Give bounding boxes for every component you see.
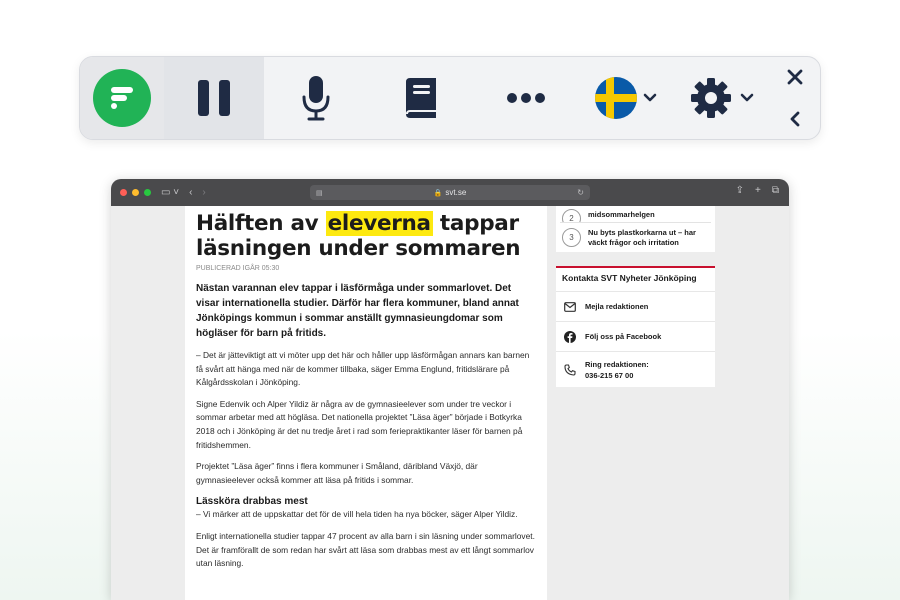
browser-actions <box>736 185 779 196</box>
article <box>185 206 547 600</box>
settings-button[interactable] <box>672 57 772 139</box>
chevron-down-icon <box>740 93 754 103</box>
share-icon[interactable]: ⇪ <box>735 185 745 196</box>
close-window-button[interactable] <box>120 189 127 196</box>
pause-button[interactable] <box>164 57 264 139</box>
close-icon[interactable] <box>787 69 803 85</box>
highlighted-word: eleverna <box>327 211 431 236</box>
article-headline: Hälften av eleverna tappar läsningen under sommaren <box>196 211 521 261</box>
mail-icon <box>564 301 576 313</box>
microphone-icon <box>301 75 331 121</box>
contact-card <box>556 266 715 387</box>
phone-label: Ring redaktionen: <box>585 359 649 369</box>
chevron-left-icon[interactable] <box>789 111 801 127</box>
url-text: svt.se <box>445 188 467 197</box>
app-logo[interactable] <box>80 57 164 139</box>
list-item-text: Nu byts plastkorkarna ut – har väckt frågor och irritation <box>588 227 696 247</box>
facebook-icon <box>564 331 576 343</box>
list-item[interactable] <box>556 206 715 222</box>
sidebar-toggle-icon[interactable]: ▭ ˅ <box>161 187 180 198</box>
tabs-overview-icon[interactable]: ⧉ <box>771 185 779 196</box>
language-selector[interactable] <box>580 57 672 139</box>
article-paragraph: Enligt internationella studier tappar 47 procent av alla barn i sin läsning under sommarlovet. Det är framförallt de som redan har svårt att läsa som drabbas mest av ett långt sommarlov utan läsning. <box>196 530 535 569</box>
article-subheading: Lässköra drabbas mest <box>196 496 308 508</box>
contact-phone-link[interactable] <box>556 351 715 387</box>
article-paragraph: Signe Edenvik och Alper Yildiz är några av de gymnasieelever som under tre veckor i sommar arbetar med att högläsa. Det nationella projektet ”Läsa äger” började i Botkyrka 2018 och i Jönköping är det nu tredje året i rad som feriepraktikanter läser för barnen på fritidshemmen. <box>196 398 523 450</box>
article-sidebar <box>556 206 715 387</box>
pause-icon <box>196 78 232 118</box>
phone-number: 036-215 67 00 <box>585 370 634 380</box>
reader-toolbar <box>79 56 821 140</box>
most-read-list <box>556 206 715 252</box>
published-date: PUBLICERAD IGÅR 05:30 <box>196 265 280 272</box>
app-logo-icon <box>93 69 151 127</box>
more-button[interactable] <box>472 57 580 139</box>
new-tab-icon[interactable]: + <box>755 185 761 196</box>
gear-icon <box>690 77 732 119</box>
minimize-window-button[interactable] <box>132 189 139 196</box>
contact-mail-link[interactable]: Mejla redaktionen <box>556 291 715 321</box>
chevron-down-icon <box>643 93 657 103</box>
window-controls <box>120 189 151 196</box>
list-item[interactable] <box>556 223 715 252</box>
book-icon <box>402 76 438 120</box>
reload-icon[interactable]: ↻ <box>577 188 584 197</box>
browser-window <box>111 179 789 600</box>
forward-icon[interactable]: › <box>202 187 206 198</box>
reader-mode-icon[interactable]: ▤ <box>316 189 323 197</box>
microphone-button[interactable] <box>264 57 368 139</box>
toolbar-side-controls <box>772 57 818 139</box>
lock-icon: 🔒 <box>433 189 443 197</box>
contact-facebook-link[interactable]: Följ oss på Facebook <box>556 321 715 351</box>
contact-title: Kontakta SVT Nyheter Jönköping <box>562 273 697 283</box>
list-item-text: midsommarhelgen <box>588 210 655 219</box>
article-paragraph: – Vi märker att de uppskattar det för de vill hela tiden ha nya böcker, säger Alper Yildiz. <box>196 509 518 520</box>
swedish-flag-icon <box>595 77 637 119</box>
article-paragraph: – Det är jätteviktigt att vi möter upp det här och håller upp läsförmågan annars kan barnen få svårt att hänga med när de kommer tillbaka, säger Emma Englund, fritidslärare på Kålgårdsskolan i Jönköping. <box>196 350 530 388</box>
more-dots-icon <box>506 92 546 104</box>
address-bar[interactable] <box>310 185 590 200</box>
phone-icon <box>564 364 576 376</box>
browser-titlebar <box>111 179 789 206</box>
back-icon[interactable]: ‹ <box>189 187 193 198</box>
article-paragraph: Projektet ”Läsa äger” finns i flera kommuner i Småland, däribland Växjö, där gymnasieelever också kommer att läsa på fritids i sommar. <box>196 461 478 485</box>
list-number: 2 <box>562 209 581 222</box>
dictionary-button[interactable] <box>368 57 472 139</box>
article-lead: Nästan varannan elev tappar i läsförmåga under sommarlovet. Det visar internationella studier. Därför har flera kommuner, bland annat Jönköpings kommun i sommar anställt gymnasieungdomar som högläser för barn på fritids. <box>196 283 519 339</box>
maximize-window-button[interactable] <box>144 189 151 196</box>
list-number: 3 <box>562 228 581 247</box>
